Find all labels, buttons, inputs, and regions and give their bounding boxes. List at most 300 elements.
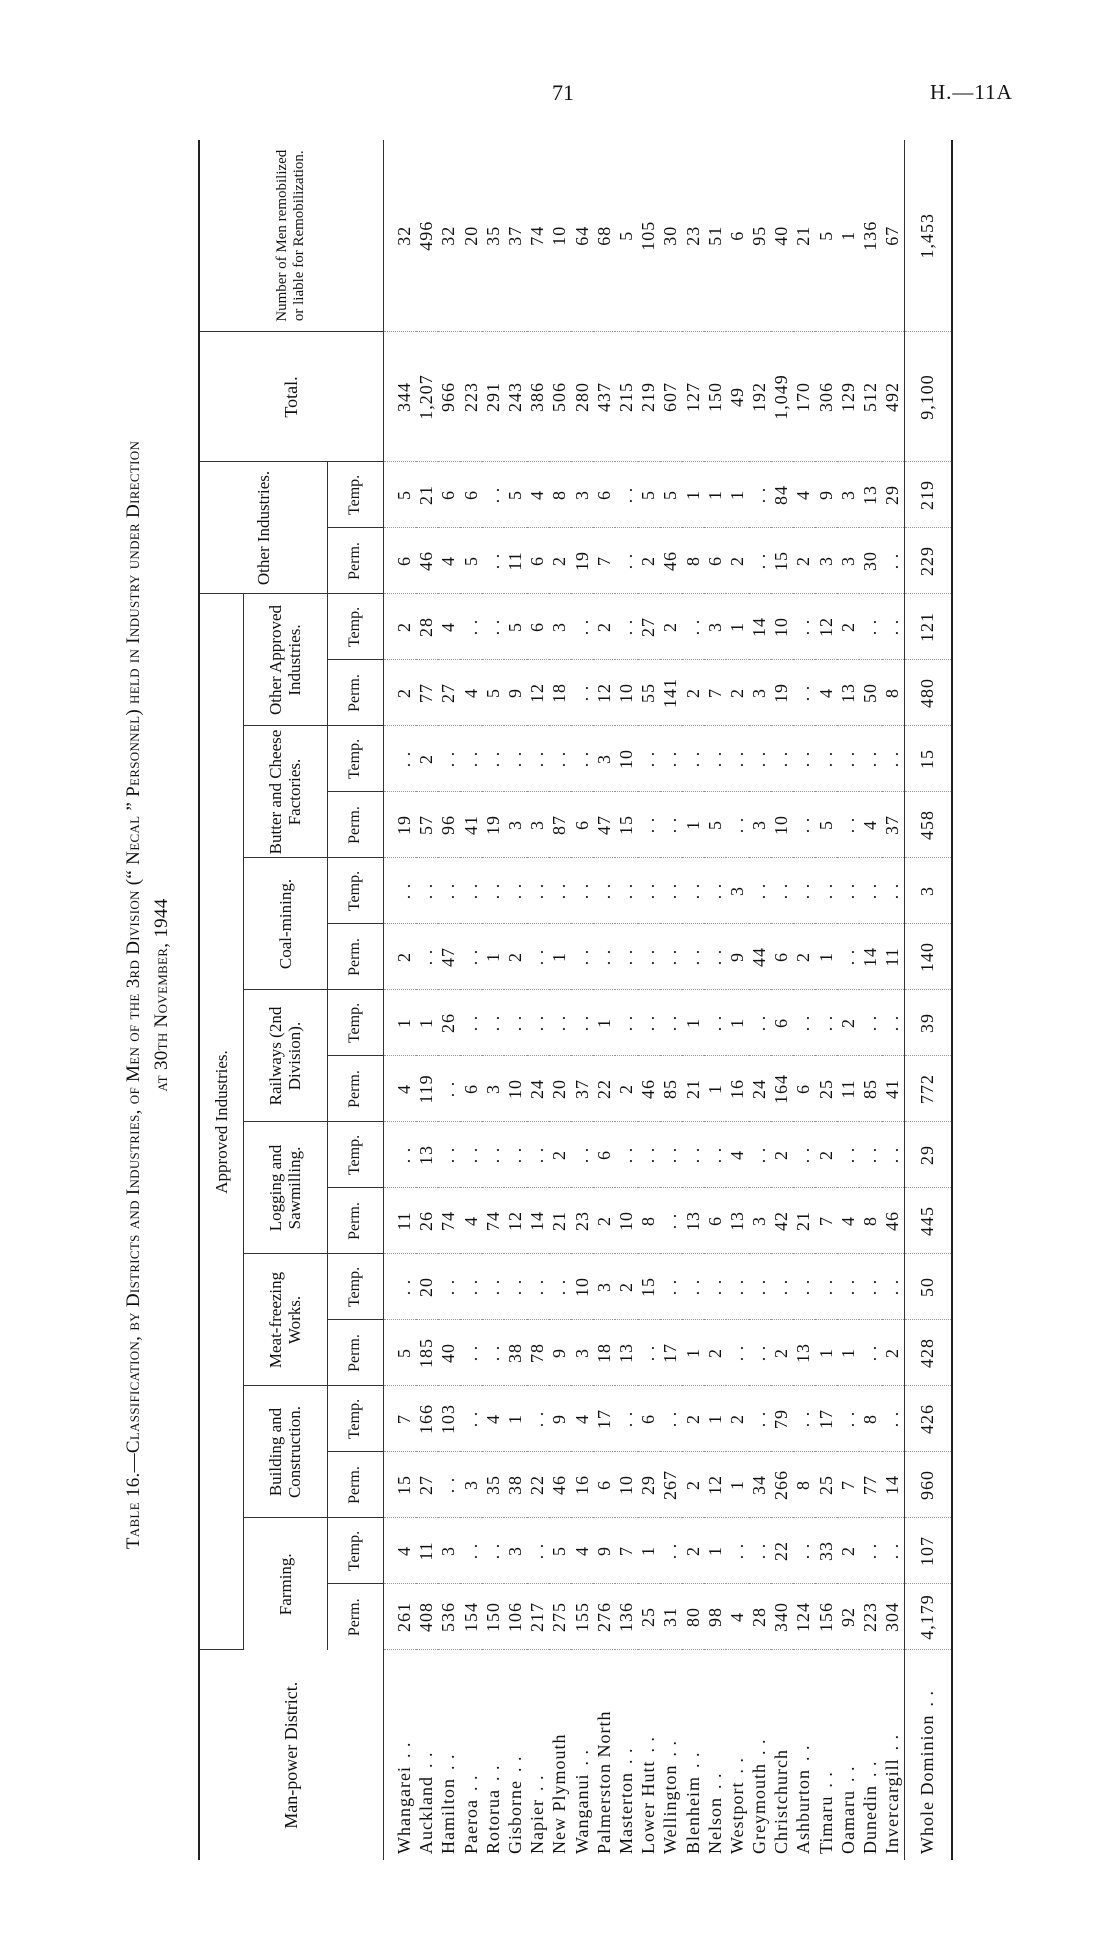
value-cell: . . [549,726,571,792]
district-cell [460,1650,482,1860]
header-butter-cheese: Butter and Cheese Factories. [243,726,327,858]
value-cell: 17 [593,1386,615,1452]
value-cell: 19 [383,792,416,858]
value-cell: . . [682,1122,704,1188]
subheader-temp: Temp. [327,1122,383,1188]
value-cell: 5 [660,462,682,528]
value-cell: . . [549,858,571,924]
value-cell: 5 [482,660,504,726]
value-cell: 3 [593,1254,615,1320]
value-cell: 21 [416,462,438,528]
value-cell: 3 [571,1320,593,1386]
value-cell: 2 [682,660,704,726]
value-cell: 1 [726,1452,748,1518]
leader-dots: . . [860,1760,881,1777]
value-cell: 55 [638,660,660,726]
value-cell: 6 [383,528,416,594]
value-cell: 5 [704,792,726,858]
value-cell: . . [527,1254,549,1320]
value-cell: 11 [504,528,526,594]
value-cell: 480 [904,660,952,726]
value-cell: 140 [904,924,952,990]
value-cell: 47 [593,792,615,858]
district-name: Dunedin [860,1785,881,1854]
value-cell: 39 [904,990,952,1056]
value-cell: 21 [549,1188,571,1254]
value-cell: 340 [771,1584,793,1650]
table-row [527,140,549,1860]
value-cell: 4 [571,1386,593,1452]
value-cell: . . [615,924,637,990]
value-cell: 77 [859,1452,881,1518]
table-row [771,140,793,1860]
value-cell: . . [527,1122,549,1188]
value-cell: 9,100 [904,332,952,462]
table-row [504,140,526,1860]
value-cell: 6 [771,924,793,990]
value-cell: 124 [793,1584,815,1650]
district-cell [793,1650,815,1860]
table-caption [120,110,176,1880]
value-cell: . . [438,858,460,924]
table-container [198,140,953,1860]
value-cell: 9 [549,1320,571,1386]
value-cell: 3 [593,726,615,792]
value-cell: 46 [638,1056,660,1122]
value-cell: . . [660,924,682,990]
value-cell: 1,049 [771,332,793,462]
value-cell: . . [726,1320,748,1386]
value-cell: 386 [527,332,549,462]
value-cell: . . [793,1518,815,1584]
value-cell: 85 [660,1056,682,1122]
value-cell: 2 [793,528,815,594]
value-cell: 3 [749,1188,771,1254]
value-cell: 275 [549,1584,571,1650]
value-cell: . . [638,1320,660,1386]
district-name: Rotorua [482,1789,503,1854]
value-cell: . . [527,726,549,792]
value-cell: . . [504,1254,526,1320]
subheader-perm: Perm. [327,792,383,858]
value-cell: 9 [549,1386,571,1452]
leader-dots: . . [527,1774,548,1792]
value-cell: . . [771,858,793,924]
value-cell: . . [438,1122,460,1188]
leader-dots: . . [660,1739,681,1757]
value-cell: . . [549,1254,571,1320]
page-number: 71 [552,80,574,105]
value-cell: 42 [771,1188,793,1254]
value-cell: 16 [571,1452,593,1518]
value-cell: 18 [593,1320,615,1386]
value-cell: . . [882,1122,905,1188]
value-cell: . . [638,726,660,792]
table-row [438,140,460,1860]
value-cell: 7 [837,1452,859,1518]
value-cell: . . [859,726,881,792]
value-cell: 129 [837,332,859,462]
value-cell: 119 [416,1056,438,1122]
value-cell: 15 [638,1254,660,1320]
value-cell: . . [749,726,771,792]
value-cell: 1,207 [416,332,438,462]
value-cell: 27 [416,1452,438,1518]
value-cell: . . [882,726,905,792]
value-cell: 4 [726,1584,748,1650]
value-cell: 2 [771,1320,793,1386]
value-cell: 164 [771,1056,793,1122]
value-cell: 6 [571,792,593,858]
value-cell: 80 [682,1584,704,1650]
value-cell: . . [571,660,593,726]
table-row [593,140,615,1860]
district-cell [682,1650,704,1860]
value-cell: . . [749,1122,771,1188]
value-cell: . . [593,924,615,990]
value-cell: 10 [549,140,571,332]
value-cell: 9 [815,462,837,528]
value-cell: 84 [771,462,793,528]
value-cell: 1 [383,990,416,1056]
value-cell: 13 [837,660,859,726]
district-cell [837,1650,859,1860]
value-cell: 29 [882,462,905,528]
district-name: Timaru [815,1795,836,1854]
value-cell: 6 [527,594,549,660]
value-cell: 6 [704,528,726,594]
leader-dots: . . [749,1738,770,1756]
value-cell: 57 [416,792,438,858]
value-cell: 1 [682,1320,704,1386]
value-cell: . . [593,858,615,924]
value-cell: . . [482,528,504,594]
value-cell: 3 [815,528,837,594]
value-cell: 1 [482,924,504,990]
value-cell: 40 [438,1320,460,1386]
value-cell: 41 [460,792,482,858]
value-cell: . . [615,594,637,660]
value-cell: 1 [504,1386,526,1452]
district-cell [593,1650,615,1860]
district-name: Blenheim [682,1776,703,1854]
value-cell: 9 [726,924,748,990]
value-cell: 1 [837,140,859,332]
district-cell [815,1650,837,1860]
value-cell: . . [771,1254,793,1320]
value-cell: 10 [615,726,637,792]
value-cell: . . [527,1518,549,1584]
value-cell: 13 [859,462,881,528]
table-body [383,140,952,1860]
value-cell: 127 [682,332,704,462]
subheader-temp: Temp. [327,462,383,528]
value-cell: 4 [438,594,460,660]
leader-dots: . . [726,1756,747,1774]
district-name: Greymouth [749,1763,770,1854]
value-cell: 136 [859,140,881,332]
value-cell: . . [682,1254,704,1320]
value-cell: 105 [638,140,660,332]
value-cell: 50 [859,660,881,726]
value-cell: 3 [726,858,748,924]
value-cell: 25 [815,1056,837,1122]
value-cell: 20 [460,140,482,332]
value-cell: . . [859,1518,881,1584]
value-cell: 966 [438,332,460,462]
value-cell: . . [660,1386,682,1452]
subheader-perm: Perm. [327,924,383,990]
district-name: New Plymouth [549,1733,570,1854]
value-cell: 25 [815,1452,837,1518]
value-cell: . . [527,858,549,924]
leader-dots: . . [438,1753,459,1770]
leader-dots: . . [638,1736,659,1753]
value-cell: . . [460,924,482,990]
value-cell: 1 [726,462,748,528]
value-cell: 17 [660,1320,682,1386]
table-row [482,140,504,1860]
value-cell: . . [682,858,704,924]
district-cell [571,1650,593,1860]
value-cell: 10 [615,660,637,726]
subheader-temp: Temp. [327,726,383,792]
value-cell: . . [482,594,504,660]
value-cell: . . [482,990,504,1056]
district-cell [482,1650,504,1860]
district-cell [615,1650,637,1860]
value-cell: . . [882,990,905,1056]
value-cell: 280 [571,332,593,462]
total-row [904,140,952,1860]
table-row [638,140,660,1860]
header-meat-freezing: Meat-freezing Works. [243,1254,327,1386]
value-cell: 185 [416,1320,438,1386]
value-cell: . . [815,1254,837,1320]
value-cell: 26 [416,1188,438,1254]
table-row [793,140,815,1860]
value-cell: 1 [682,990,704,1056]
value-cell: 38 [504,1320,526,1386]
value-cell: 437 [593,332,615,462]
value-cell: 87 [549,792,571,858]
value-cell: 15 [383,1452,416,1518]
value-cell: . . [815,990,837,1056]
value-cell: 1 [815,1320,837,1386]
value-cell: 47 [438,924,460,990]
value-cell: 14 [882,1452,905,1518]
value-cell: 6 [438,462,460,528]
value-cell: 25 [638,1584,660,1650]
value-cell: 2 [837,1518,859,1584]
table-row [704,140,726,1860]
value-cell: . . [549,990,571,1056]
subheader-perm: Perm. [327,1320,383,1386]
value-cell: 4 [859,792,881,858]
value-cell: . . [571,726,593,792]
value-cell: . . [571,990,593,1056]
value-cell: 79 [771,1386,793,1452]
value-cell: . . [460,594,482,660]
value-cell: 2 [771,1122,793,1188]
value-cell: 772 [904,1056,952,1122]
value-cell: . . [882,1254,905,1320]
table-row [549,140,571,1860]
value-cell: 5 [615,140,637,332]
district-name: Nelson [704,1797,725,1854]
header-logging: Logging and Sawmilling. [243,1122,327,1254]
value-cell: . . [859,594,881,660]
district-name: Lower Hutt [638,1760,659,1854]
value-cell: . . [383,726,416,792]
value-cell: 13 [793,1320,815,1386]
value-cell: 2 [383,660,416,726]
value-cell: 64 [571,140,593,332]
value-cell: 14 [749,594,771,660]
value-cell: . . [837,1254,859,1320]
district-name: Gisborne [505,1780,526,1854]
header-railways: Railways (2nd Division). [243,990,327,1122]
value-cell: 2 [837,594,859,660]
value-cell: . . [527,924,549,990]
value-cell: 2 [549,528,571,594]
leader-dots: . . [571,1748,592,1766]
value-cell: 7 [383,1386,416,1452]
value-cell: 6 [593,1122,615,1188]
value-cell: . . [793,990,815,1056]
value-cell: 11 [383,1188,416,1254]
value-cell: 229 [904,528,952,594]
value-cell: 2 [549,1122,571,1188]
value-cell: 4 [527,462,549,528]
subheader-perm: Perm. [327,528,383,594]
table-row [571,140,593,1860]
value-cell: . . [504,726,526,792]
value-cell: 6 [460,1056,482,1122]
value-cell: 4 [482,1386,504,1452]
table-row [660,140,682,1860]
value-cell: 5 [815,140,837,332]
value-cell: . . [837,924,859,990]
value-cell: 37 [504,140,526,332]
value-cell: 95 [749,140,771,332]
value-cell: 14 [527,1188,549,1254]
value-cell: . . [460,858,482,924]
table-row [726,140,748,1860]
table-row [749,140,771,1860]
value-cell: . . [882,594,905,660]
value-cell: 20 [416,1254,438,1320]
table-row [882,140,905,1860]
value-cell: . . [682,924,704,990]
value-cell: 24 [749,1056,771,1122]
value-cell: 6 [593,462,615,528]
value-cell: 3 [904,858,952,924]
header-other-approved: Other Approved Industries. [243,594,327,726]
value-cell: . . [882,1386,905,1452]
value-cell: . . [704,1254,726,1320]
value-cell: . . [438,1254,460,1320]
value-cell: 35 [482,140,504,332]
value-cell: 4 [837,1188,859,1254]
value-cell: 12 [704,1452,726,1518]
value-cell: 9 [593,1518,615,1584]
value-cell: 136 [615,1584,637,1650]
value-cell: 9 [504,660,526,726]
header-farming: Farming. [243,1518,327,1650]
value-cell: 31 [660,1584,682,1650]
district-name: Westport [726,1781,747,1854]
value-cell: 3 [460,1452,482,1518]
value-cell: . . [859,1320,881,1386]
value-cell: 2 [726,528,748,594]
value-cell: . . [615,1386,637,1452]
district-cell [416,1650,438,1860]
value-cell: 428 [904,1320,952,1386]
table-row [460,140,482,1860]
value-cell: 141 [660,660,682,726]
value-cell: 192 [749,332,771,462]
value-cell: 11 [416,1518,438,1584]
value-cell: . . [571,858,593,924]
value-cell: 67 [882,140,905,332]
value-cell: 960 [904,1452,952,1518]
value-cell: . . [383,1254,416,1320]
value-cell: 1 [549,924,571,990]
district-cell [859,1650,881,1860]
value-cell: . . [438,1056,460,1122]
value-cell: 23 [682,140,704,332]
value-cell: 6 [793,1056,815,1122]
value-cell: . . [460,1122,482,1188]
value-cell: 10 [615,1452,637,1518]
header-coal-mining: Coal-mining. [243,858,327,990]
value-cell: 3 [504,792,526,858]
district-name: Hamilton [438,1778,459,1854]
value-cell: 44 [749,924,771,990]
value-cell: . . [660,792,682,858]
value-cell: 156 [815,1584,837,1650]
value-cell: 1 [704,1386,726,1452]
value-cell: 344 [383,332,416,462]
value-cell: 506 [549,332,571,462]
value-cell: . . [704,1122,726,1188]
district-name: Masterton [615,1772,636,1854]
value-cell: 5 [504,594,526,660]
district-name: Auckland [416,1776,437,1854]
value-cell: 37 [882,792,905,858]
value-cell: . . [793,660,815,726]
value-cell: 2 [726,1386,748,1452]
value-cell: 20 [549,1056,571,1122]
leader-dots: . . [482,1764,503,1781]
value-cell: 2 [593,1188,615,1254]
value-cell: . . [527,990,549,1056]
value-cell: 291 [482,332,504,462]
value-cell: 276 [593,1584,615,1650]
value-cell: . . [615,990,637,1056]
rotated-table-block [120,110,960,1880]
value-cell: . . [460,1386,482,1452]
value-cell: 3 [527,792,549,858]
district-name: Whangarei [394,1766,415,1854]
value-cell: 261 [383,1584,416,1650]
header-remobilized: Number of Men remobilized or liable for Remobilization. [199,140,383,332]
district-name: Ashburton [793,1769,814,1854]
value-cell: 2 [383,594,416,660]
value-cell: 243 [504,332,526,462]
value-cell: 21 [793,140,815,332]
